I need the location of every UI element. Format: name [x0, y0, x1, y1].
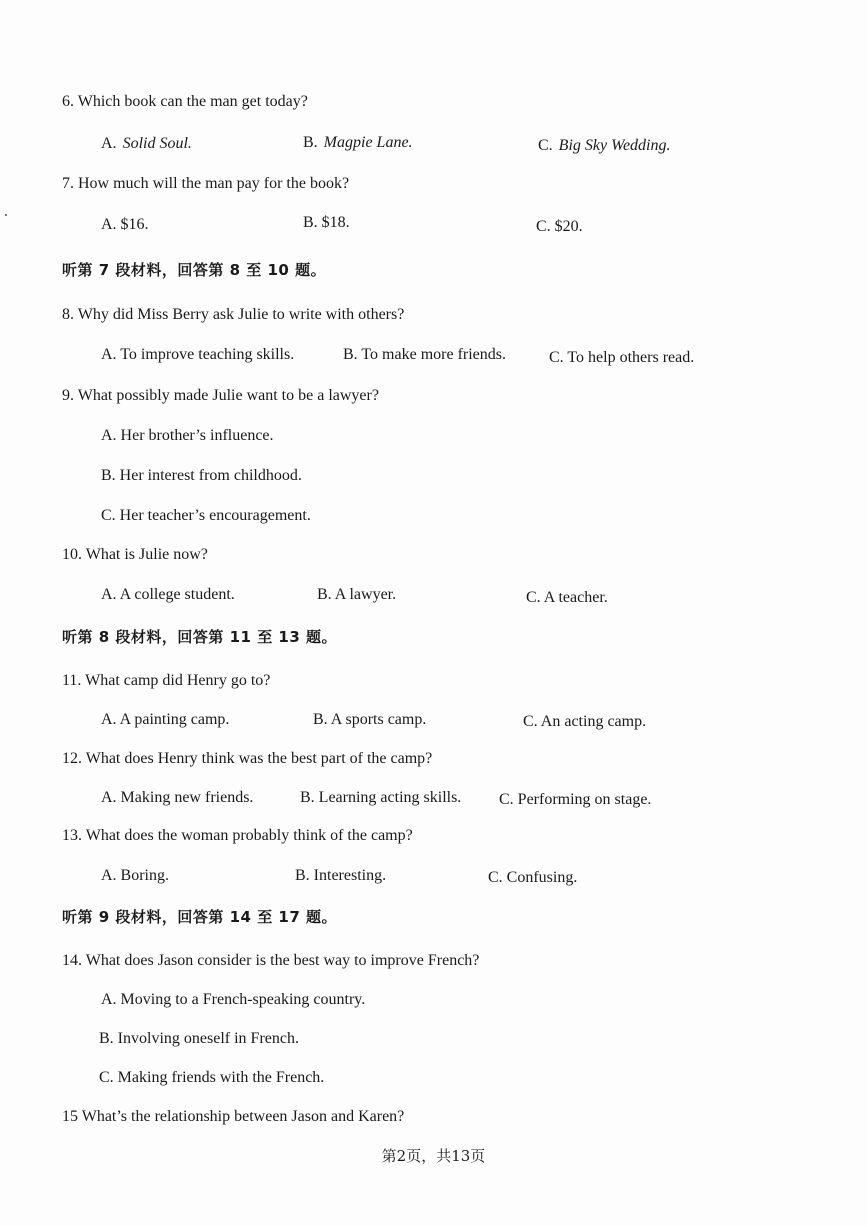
- q13-option-b: B. Interesting.: [295, 867, 387, 884]
- q6-option-b-text: Magpie Lane.: [323, 134, 413, 151]
- q12-option-a: A. Making new friends.: [101, 789, 254, 806]
- question-6: 6. Which book can the man get today?: [62, 93, 308, 110]
- q12-option-b: B. Learning acting skills.: [300, 789, 462, 806]
- q10-option-a: A. A college student.: [101, 586, 235, 603]
- section-heading-9: 听第 9 段材料，回答第 14 至 17 题。: [62, 908, 338, 926]
- q6-option-b-label: B.: [303, 134, 318, 151]
- q11-option-a: A. A painting camp.: [101, 711, 230, 728]
- scan-speck: [5, 214, 7, 216]
- section-heading-8: 听第 8 段材料，回答第 11 至 13 题。: [62, 628, 338, 646]
- q11-option-b: B. A sports camp.: [313, 711, 427, 728]
- q6-option-a-text: Solid Soul.: [122, 135, 192, 152]
- question-12: 12. What does Henry think was the best part of the camp?: [62, 750, 433, 767]
- question-11: 11. What camp did Henry go to?: [62, 672, 271, 689]
- q7-option-b: B. $18.: [303, 214, 350, 231]
- q11-option-c: C. An acting camp.: [523, 713, 647, 730]
- q12-option-c: C. Performing on stage.: [499, 791, 652, 808]
- q6-option-b: [303, 133, 413, 153]
- page-number-footer: 第2页，共13页: [381, 1147, 486, 1165]
- question-9: 9. What possibly made Julie want to be a lawyer?: [62, 387, 379, 404]
- q10-option-b: B. A lawyer.: [317, 586, 397, 603]
- q10-option-c: C. A teacher.: [526, 589, 608, 606]
- q6-option-a: [101, 134, 192, 154]
- q14-option-c: C. Making friends with the French.: [99, 1069, 325, 1086]
- q8-option-b: B. To make more friends.: [343, 346, 506, 363]
- q13-option-c: C. Confusing.: [488, 869, 578, 886]
- q9-option-b: B. Her interest from childhood.: [101, 467, 302, 484]
- question-13: 13. What does the woman probably think of the camp?: [62, 827, 413, 844]
- q14-option-b: B. Involving oneself in French.: [99, 1030, 299, 1047]
- q7-option-c: C. $20.: [536, 218, 583, 235]
- q7-option-a: A. $16.: [101, 216, 149, 233]
- q6-option-c-text: Big Sky Wedding.: [558, 137, 671, 154]
- q8-option-a: A. To improve teaching skills.: [101, 346, 295, 363]
- q9-option-a: A. Her brother’s influence.: [101, 427, 274, 444]
- section-heading-7: 听第 7 段材料，回答第 8 至 10 题。: [62, 261, 327, 279]
- q6-option-c: [538, 136, 671, 156]
- q14-option-a: A. Moving to a French-speaking country.: [101, 991, 366, 1008]
- question-7: 7. How much will the man pay for the book?: [62, 175, 350, 192]
- question-8: 8. Why did Miss Berry ask Julie to write with others?: [62, 306, 405, 323]
- q8-option-c: C. To help others read.: [549, 349, 695, 366]
- q9-option-c: C. Her teacher’s encouragement.: [101, 507, 311, 524]
- question-15: 15 What’s the relationship between Jason and Karen?: [62, 1108, 405, 1125]
- question-14: 14. What does Jason consider is the best way to improve French?: [62, 952, 480, 969]
- q13-option-a: A. Boring.: [101, 867, 169, 884]
- q6-option-c-label: C.: [538, 137, 553, 154]
- question-10: 10. What is Julie now?: [62, 546, 208, 563]
- q6-option-a-label: A.: [101, 135, 117, 152]
